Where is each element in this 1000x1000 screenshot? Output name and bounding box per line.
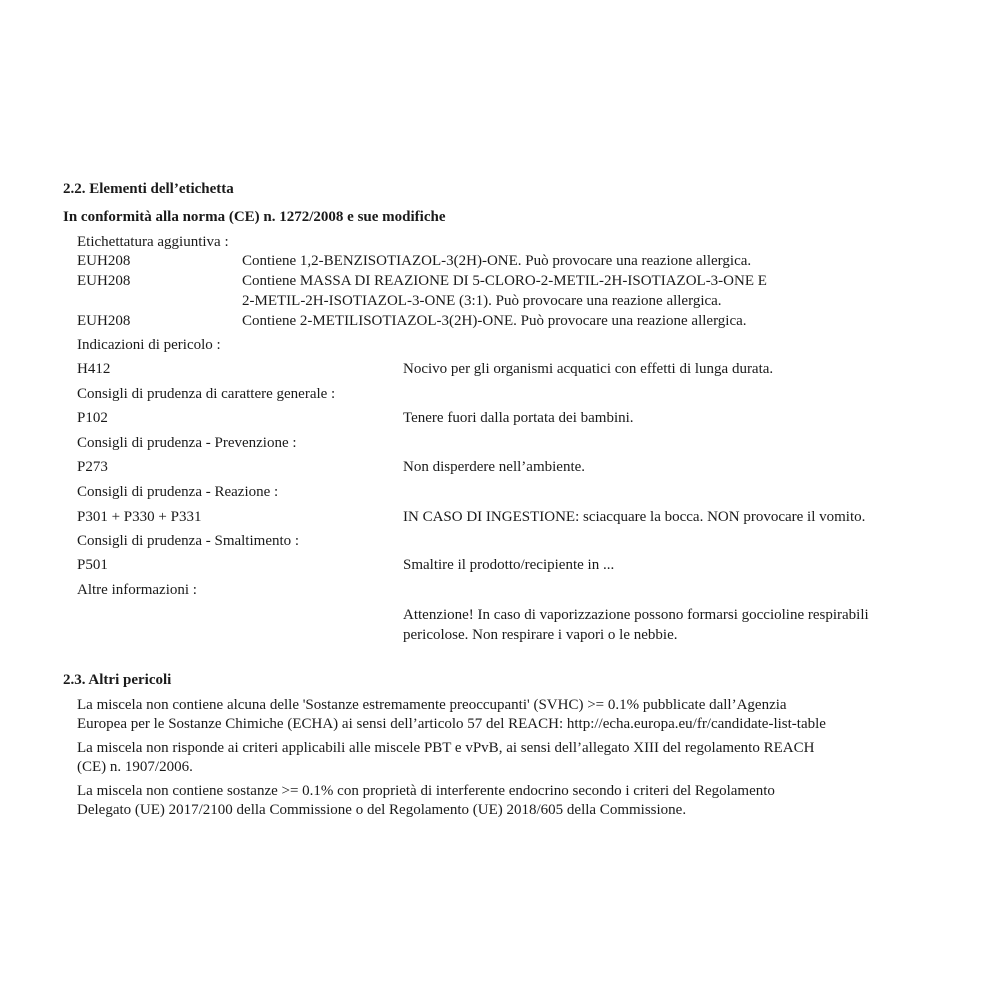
euh-code-1: EUH208 [77, 253, 131, 269]
response-text: IN CASO DI INGESTIONE: sciacquare la bocca. NON provocare il vomito. [403, 509, 866, 525]
section-2-2-title: 2.2. Elementi dell’etichetta [63, 181, 234, 197]
hazard-text: Nocivo per gli organismi acquatici con effetti di lunga durata. [403, 361, 774, 377]
other-info-heading: Altre informazioni : [77, 582, 197, 598]
paragraph-svhc-line-1: La miscela non contiene alcuna delle 'Sostanze estremamente preoccupanti' (SVHC) >= 0.1% pubblicate dall’Agenzia [77, 697, 787, 713]
additional-label-heading: Etichettatura aggiuntiva : [77, 234, 229, 250]
disposal-heading: Consigli di prudenza - Smaltimento : [77, 533, 300, 549]
response-heading: Consigli di prudenza - Reazione : [77, 484, 279, 500]
other-info-line-1: Attenzione! In caso di vaporizzazione possono formarsi goccioline respirabili [403, 607, 869, 623]
section-2-2-subtitle: In conformità alla norma (CE) n. 1272/2008 e sue modifiche [63, 209, 446, 225]
section-2-3-title: 2.3. Altri pericoli [63, 672, 172, 688]
euh-text-3: Contiene 2-METILISOTIAZOL-3(2H)-ONE. Può provocare una reazione allergica. [242, 313, 747, 329]
prevention-code: P273 [77, 459, 108, 475]
general-code: P102 [77, 410, 108, 426]
disposal-text: Smaltire il prodotto/recipiente in ... [403, 557, 615, 573]
paragraph-svhc-line-2: Europea per le Sostanze Chimiche (ECHA) ai sensi dell’articolo 57 del REACH: http://echa.europa.eu/fr/candidate-list-table [77, 716, 826, 732]
hazard-code: H412 [77, 361, 111, 377]
euh-text-2-cont: 2-METIL-2H-ISOTIAZOL-3-ONE (3:1). Può provocare una reazione allergica. [242, 293, 722, 309]
disposal-code: P501 [77, 557, 108, 573]
euh-text-1: Contiene 1,2-BENZISOTIAZOL-3(2H)-ONE. Può provocare una reazione allergica. [242, 253, 752, 269]
general-heading: Consigli di prudenza di carattere generale : [77, 386, 336, 402]
general-text: Tenere fuori dalla portata dei bambini. [403, 410, 634, 426]
euh-code-2: EUH208 [77, 273, 131, 289]
paragraph-pbt-line-1: La miscela non risponde ai criteri applicabili alle miscele PBT e vPvB, ai sensi dell’allegato XIII del regolamento REACH [77, 740, 815, 756]
hazard-heading: Indicazioni di pericolo : [77, 337, 221, 353]
paragraph-pbt-line-2: (CE) n. 1907/2006. [77, 759, 193, 775]
paragraph-endocrine-line-1: La miscela non contiene sostanze >= 0.1% con proprietà di interferente endocrino secondo i criteri del Regolamento [77, 783, 775, 799]
other-info-line-2: pericolose. Non respirare i vapori o le nebbie. [403, 627, 678, 643]
euh-text-2: Contiene MASSA DI REAZIONE DI 5-CLORO-2-METIL-2H-ISOTIAZOL-3-ONE E [242, 273, 767, 289]
prevention-heading: Consigli di prudenza - Prevenzione : [77, 435, 297, 451]
euh-code-3: EUH208 [77, 313, 131, 329]
paragraph-endocrine-line-2: Delegato (UE) 2017/2100 della Commissione o del Regolamento (UE) 2018/605 della Commissione. [77, 802, 687, 818]
response-code: P301 + P330 + P331 [77, 509, 202, 525]
prevention-text: Non disperdere nell’ambiente. [403, 459, 586, 475]
